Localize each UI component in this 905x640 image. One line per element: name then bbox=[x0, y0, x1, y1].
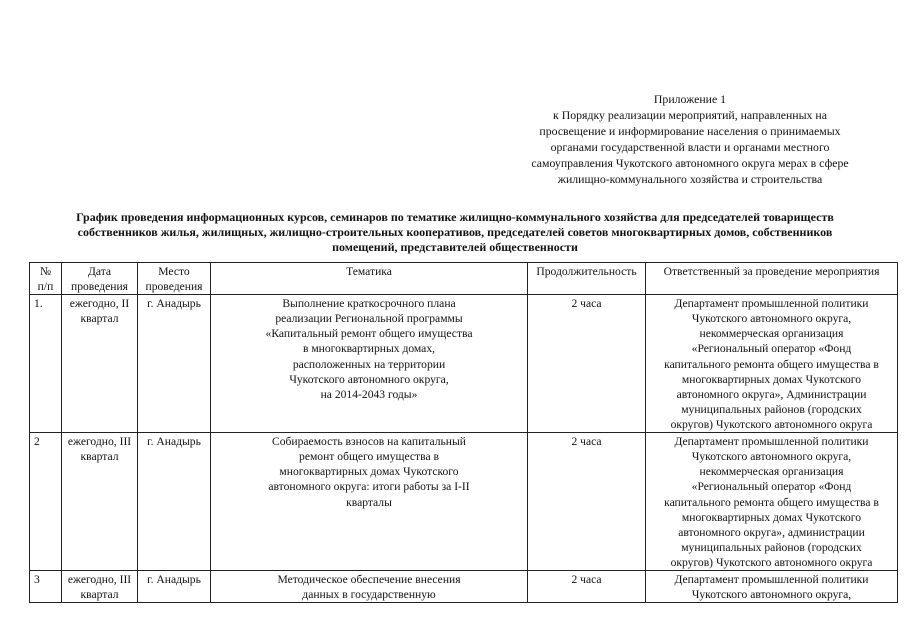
row-place: г. Анадырь bbox=[138, 571, 211, 603]
row-topic: Собираемость взносов на капитальный ремонт общего имущества в многоквартирных домах Чукотского автономного округа: итоги работы за I-II кварталы bbox=[211, 433, 528, 571]
header-responsible: Ответственный за проведение мероприятия bbox=[646, 263, 898, 295]
row-number: 2 bbox=[30, 433, 62, 571]
title-line: помещений, представителей общественности bbox=[332, 240, 578, 255]
row-topic: Методическое обеспечение внесения данных в государственную bbox=[211, 571, 528, 603]
annex-line: просвещение и информирование населения о принимаемых bbox=[539, 123, 841, 138]
title-line: собственников жилья, жилищных, жилищно-строительных кооперативов, председателей советов многоквартирных домов, собственников bbox=[77, 225, 833, 240]
annex-line: к Порядку реализации мероприятий, направленных на bbox=[553, 107, 827, 122]
table-row bbox=[30, 433, 898, 571]
row-responsible: Департамент промышленной политики Чукотского автономного округа, bbox=[646, 571, 898, 603]
annex-line: Приложение 1 bbox=[653, 92, 727, 106]
table-header-row bbox=[30, 263, 898, 295]
annex-line: жилищно-коммунального хозяйства и строительства bbox=[557, 171, 823, 186]
row-duration: 2 часа bbox=[528, 571, 646, 603]
row-date: ежегодно, III квартал bbox=[62, 571, 138, 603]
row-date: ежегодно, III квартал bbox=[62, 433, 138, 571]
row-number: 3 bbox=[30, 571, 62, 603]
header-duration: Продолжительность bbox=[528, 263, 646, 295]
table-row bbox=[30, 571, 898, 603]
row-number: 1. bbox=[30, 295, 62, 433]
row-place: г. Анадырь bbox=[138, 433, 211, 571]
row-duration: 2 часа bbox=[528, 295, 646, 433]
annex-header bbox=[505, 92, 875, 187]
header-number: № п/п bbox=[30, 263, 62, 295]
header-date: Дата проведения bbox=[62, 263, 138, 295]
header-place: Место проведения bbox=[138, 263, 211, 295]
header-topic: Тематика bbox=[211, 263, 528, 295]
title-line: График проведения информационных курсов, семинаров по тематике жилищно-коммунального хозяйства для председателей товариществ bbox=[76, 210, 834, 224]
annex-line: органами государственной власти и органами местного bbox=[550, 139, 830, 154]
document-title bbox=[25, 210, 885, 256]
schedule-table bbox=[29, 262, 898, 603]
row-date: ежегодно, II квартал bbox=[62, 295, 138, 433]
row-place: г. Анадырь bbox=[138, 295, 211, 433]
row-topic: Выполнение краткосрочного плана реализации Региональной программы «Капитальный ремонт общего имущества в многоквартирных домах, расположенных на территории Чукотского автономного округа, на 2014-2043 годы» bbox=[211, 295, 528, 433]
row-duration: 2 часа bbox=[528, 433, 646, 571]
annex-line: самоуправления Чукотского автономного округа мерах в сфере bbox=[531, 155, 849, 170]
row-responsible: Департамент промышленной политики Чукотского автономного округа, некоммерческая организация «Региональный оператор «Фонд капитального ремонта общего имущества в многоквартирных домах Чукотского автономного округа», Администрации муниципальных районов (городских округов) Чукотского автономного округа bbox=[646, 295, 898, 433]
row-responsible: Департамент промышленной политики Чукотского автономного округа, некоммерческая организация «Региональный оператор «Фонд капитального ремонта общего имущества в многоквартирных домах Чукотского автономного округа», администрации муниципальных районов (городских округов) Чукотского автономного округа bbox=[646, 433, 898, 571]
table-row bbox=[30, 295, 898, 433]
